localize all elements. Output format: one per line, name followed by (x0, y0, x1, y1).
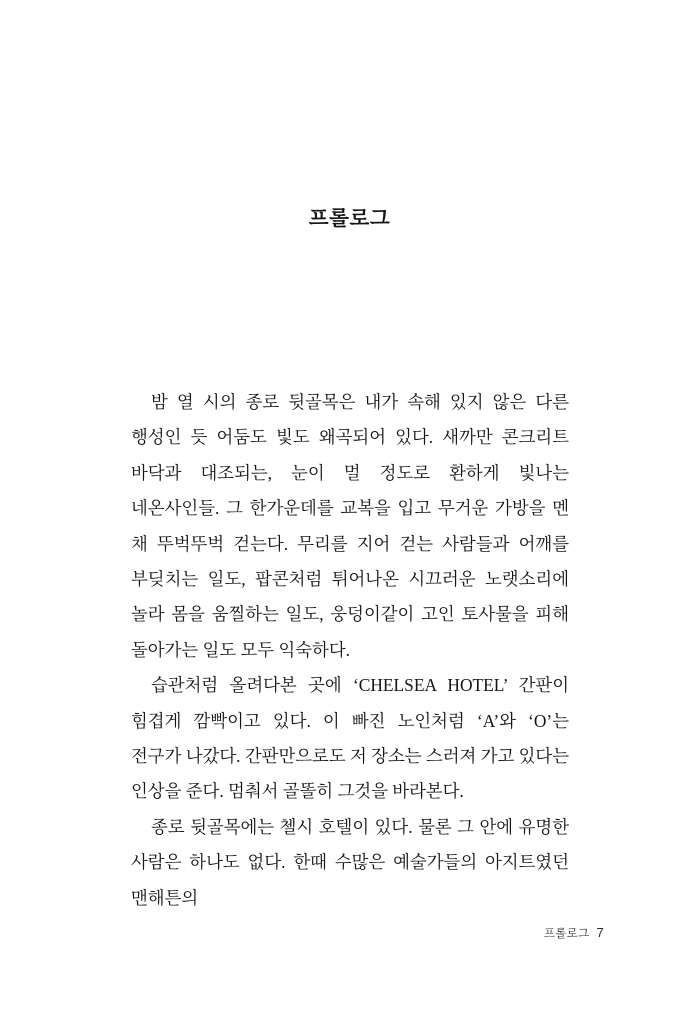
body-paragraph-1: 밤 열 시의 종로 뒷골목은 내가 속해 있지 않은 다른 행성인 듯 어둠도 빛도 왜곡되어 있다. 새까만 콘크리트 바닥과 대조되는, 눈이 멀 정도로 환하게 빛나는 네온사인들. 그 한가운데를 교복을 입고 무거운 가방을 멘 채 뚜벅뚜벅 걷는다. 무리를 지어 걷는 사람들과 어깨를 부딪치는 일도, 팝콘처럼 튀어나온 시끄러운 노랫소리에 놀라 몸을 움찔하는 일도, 웅덩이같이 고인 토사물을 피해 돌아가는 일도 모두 익숙하다. (131, 392, 569, 660)
chapter-title: 프롤로그 (308, 206, 391, 230)
footer-chapter-label: 프롤로그 (543, 928, 590, 940)
body-paragraph-2: 습관처럼 올려다본 곳에 ‘CHELSEA HOTEL’ 간판이 힘겹게 깜빡이고 있다. 이 빠진 노인처럼 ‘A’와 ‘O’는 전구가 나갔다. 간판만으로도 저 장소는 스러져 가고 있다는 인상을 준다. 멈춰서 골똘히 그것을 바라본다. (131, 675, 569, 802)
page-number: 7 (596, 925, 604, 940)
body-text-block (131, 385, 569, 916)
running-footer (0, 925, 699, 941)
body-paragraph-3: 종로 뒷골목에는 첼시 호텔이 있다. 물론 그 안에 유명한 사람은 하나도 없다. 한때 수많은 예술가들의 아지트였던 맨해튼의 (131, 816, 569, 908)
